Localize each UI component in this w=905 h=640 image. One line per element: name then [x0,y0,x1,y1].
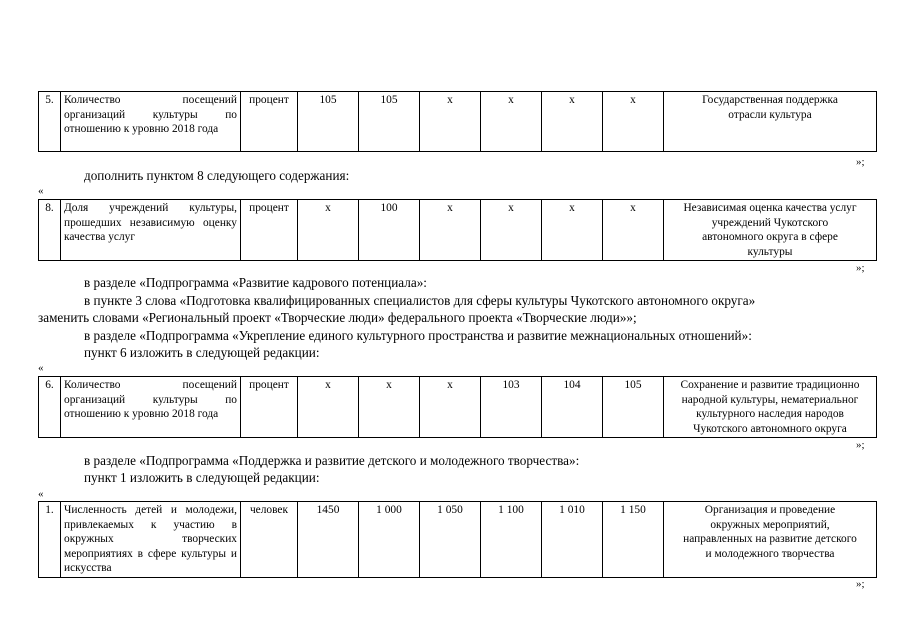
indicator-name: Количество посещений организаций культуры по отношению к уровню 2018 года [61,92,241,152]
value-cell: 105 [603,377,664,438]
value-cell: х [542,200,603,261]
value-cell: х [603,200,664,261]
result-line: автономного округа в сфере [702,231,838,243]
table-row-1 [38,501,877,578]
table-row-8 [38,199,877,261]
value-cell: х [420,200,481,261]
opening-quote: « [38,362,44,374]
paragraph: пункт 1 изложить в следующей редакции: [84,470,320,485]
result-line: Организация и проведение [704,504,836,516]
value-cell: 105 [359,92,420,152]
value-cell: 1 050 [420,502,481,578]
value-cell: 100 [359,200,420,261]
indicator-name: Численность детей и молодежи, привлекаемых к участию в окружных творческих мероприятиях в сфере культуры и искусства [61,502,241,578]
row-number: 6. [39,377,61,438]
paragraph: дополнить пунктом 8 следующего содержания: [84,168,350,183]
result-cell [664,502,877,578]
row-number: 5. [39,92,61,152]
result-cell [664,377,877,438]
closing-quote: »; [856,262,865,274]
unit-cell: процент [241,200,298,261]
row-number: 1. [39,502,61,578]
value-cell: 104 [542,377,603,438]
value-cell: х [542,92,603,152]
result-line: Независимая оценка качества услуг [683,202,857,214]
result-line: Чукотского автономного округа [693,422,847,435]
unit-cell: процент [241,92,298,152]
value-cell: 103 [481,377,542,438]
result-cell [664,200,877,261]
result-line: учреждений Чукотского [711,216,829,229]
unit-cell: процент [241,377,298,438]
value-cell: х [298,377,359,438]
result-line: культуры [747,245,793,258]
value-cell: х [603,92,664,152]
opening-quote: « [38,488,44,500]
closing-quote: »; [856,578,865,590]
table-row-6 [38,376,877,438]
closing-quote: »; [856,156,865,168]
result-line: направленных на развитие детского [683,533,857,545]
closing-quote: »; [856,439,865,451]
result-line: народной культуры, нематериальног [681,393,859,406]
result-line: отрасли культура [728,108,812,121]
paragraph: в разделе «Подпрограмма «Поддержка и развитие детского и молодежного творчества»: [84,453,580,468]
result-line: Сохранение и развитие традиционно [680,379,860,391]
result-line: и молодежного творчества [705,547,835,560]
opening-quote: « [38,185,44,197]
result-line: культурного наследия народов [696,408,844,420]
paragraph: пункт 6 изложить в следующей редакции: [84,345,320,360]
value-cell: 1 000 [359,502,420,578]
result-line: окружных мероприятий, [710,518,830,531]
value-cell: 1 100 [481,502,542,578]
value-cell: 1 150 [603,502,664,578]
value-cell: х [359,377,420,438]
indicator-name: Количество посещений организаций культуры по отношению к уровню 2018 года [61,377,241,438]
table-row-5 [38,91,877,152]
value-cell: х [420,92,481,152]
result-line: Государственная поддержка [702,94,838,106]
paragraph: в пункте 3 слова «Подготовка квалифицированных специалистов для сферы культуры Чукотского автономного округа» [84,293,756,308]
row-number: 8. [39,200,61,261]
value-cell: 1450 [298,502,359,578]
value-cell: 1 010 [542,502,603,578]
value-cell: х [298,200,359,261]
value-cell: х [481,92,542,152]
paragraph: в разделе «Подпрограмма «Укрепление единого культурного пространства и развитие межнациональных отношений»: [84,328,752,343]
value-cell: х [481,200,542,261]
paragraph: заменить словами «Региональный проект «Творческие люди» федерального проекта «Творческие люди»»; [38,310,637,325]
unit-cell: человек [241,502,298,578]
value-cell: 105 [298,92,359,152]
value-cell: х [420,377,481,438]
indicator-name: Доля учреждений культуры, прошедших независимую оценку качества услуг [61,200,241,261]
result-cell [664,92,877,152]
paragraph: в разделе «Подпрограмма «Развитие кадрового потенциала»: [84,275,427,290]
